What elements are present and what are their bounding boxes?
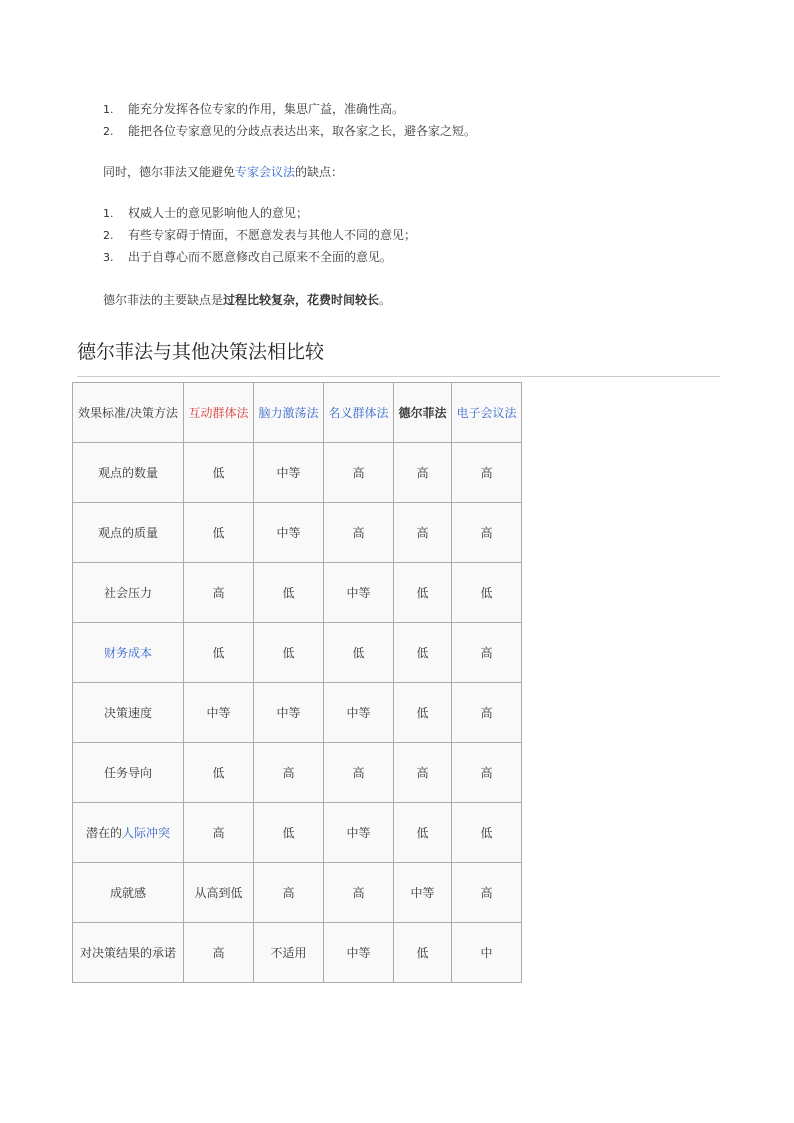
row-label: 成就感: [73, 863, 184, 923]
table-cell: 高: [394, 503, 452, 563]
table-cell: 高: [452, 743, 522, 803]
table-cell: 高: [184, 923, 254, 983]
bold-text: 过程比较复杂，花费时间较长: [223, 293, 380, 307]
table-cell: 高: [324, 863, 394, 923]
table-row: [73, 923, 522, 983]
table-row: [73, 443, 522, 503]
paragraph-avoid-flaws: [103, 161, 343, 183]
row-label: [73, 803, 184, 863]
table-cell: 高: [452, 863, 522, 923]
table-cell: 高: [394, 743, 452, 803]
row-label: 观点的数量: [73, 443, 184, 503]
table-row: [73, 683, 522, 743]
list-item: [103, 202, 416, 224]
table-cell: 高: [254, 863, 324, 923]
table-cell: 低: [394, 683, 452, 743]
list-number: 3.: [103, 251, 114, 264]
list-item-text: 能充分发挥各位专家的作用，集思广益，准确性高。: [128, 102, 405, 116]
list-item: [103, 120, 476, 142]
row-label: 观点的质量: [73, 503, 184, 563]
list-item: [103, 246, 416, 268]
table-cell: 高: [184, 803, 254, 863]
table-cell: 高: [452, 443, 522, 503]
table-cell: 中等: [324, 803, 394, 863]
paragraph-text: 同时，德尔菲法又能避免: [103, 165, 236, 179]
table-row: [73, 623, 522, 683]
table-cell: 高: [324, 443, 394, 503]
list-number: 1.: [103, 103, 114, 116]
table-cell: 低: [452, 803, 522, 863]
table-row: [73, 743, 522, 803]
table-cell: 低: [254, 803, 324, 863]
row-label-prefix: 潜在的: [85, 826, 122, 840]
table-cell: 高: [254, 743, 324, 803]
table-header-link[interactable]: 名义群体法: [324, 383, 394, 443]
list-item: [103, 98, 476, 120]
table-header-link[interactable]: 脑力激荡法: [254, 383, 324, 443]
table-cell: 低: [452, 563, 522, 623]
table-cell: 不适用: [254, 923, 324, 983]
table-cell: 中等: [324, 923, 394, 983]
row-label: 对决策结果的承诺: [73, 923, 184, 983]
table-cell: 低: [394, 923, 452, 983]
row-label: 决策速度: [73, 683, 184, 743]
table-cell: 高: [324, 503, 394, 563]
expert-meeting-link[interactable]: 专家会议法: [235, 165, 296, 179]
row-label: 任务导向: [73, 743, 184, 803]
table-cell: 高: [452, 683, 522, 743]
table-row: [73, 503, 522, 563]
table-cell: 中等: [254, 683, 324, 743]
section-heading: 德尔菲法与其他决策法相比较: [77, 336, 720, 377]
table-row: [73, 563, 522, 623]
table-cell: 低: [254, 563, 324, 623]
advantages-list: [103, 98, 476, 142]
table-cell: 低: [184, 623, 254, 683]
list-item-text: 有些专家碍于情面，不愿意发表与其他人不同的意见；: [128, 228, 417, 242]
table-cell: 低: [184, 503, 254, 563]
table-header-row: [73, 383, 522, 443]
table-cell: 高: [394, 443, 452, 503]
list-item-text: 能把各位专家意见的分歧点表达出来，取各家之长，避各家之短。: [128, 124, 477, 138]
paragraph-text: 。: [379, 293, 392, 307]
table-row: [73, 863, 522, 923]
flaws-list: [103, 202, 416, 268]
list-item-text: 权威人士的意见影响他人的意见；: [128, 206, 309, 220]
table-cell: 中等: [184, 683, 254, 743]
table-cell: 低: [324, 623, 394, 683]
table-cell: 低: [254, 623, 324, 683]
table-row: [73, 803, 522, 863]
comparison-table: [72, 382, 522, 983]
table-cell: 低: [394, 563, 452, 623]
table-cell: 高: [324, 743, 394, 803]
paragraph-text: 的缺点：: [295, 165, 344, 179]
table-cell: 低: [394, 803, 452, 863]
table-cell: 低: [394, 623, 452, 683]
table-cell: 从高到低: [184, 863, 254, 923]
table-cell: 中等: [394, 863, 452, 923]
paragraph-disadvantage: [103, 289, 391, 311]
table-header-cell: 效果标准/决策方法: [73, 383, 184, 443]
table-cell: 低: [184, 443, 254, 503]
table-cell: 中等: [254, 503, 324, 563]
table-cell: 高: [452, 503, 522, 563]
table-cell: 低: [184, 743, 254, 803]
interpersonal-conflict-link[interactable]: 人际冲突: [122, 826, 171, 840]
list-item: [103, 224, 416, 246]
table-cell: 中等: [254, 443, 324, 503]
table-cell: 高: [452, 623, 522, 683]
list-number: 1.: [103, 207, 114, 220]
table-header-link[interactable]: 电子会议法: [452, 383, 522, 443]
list-item-text: 出于自尊心而不愿意修改自己原来不全面的意见。: [128, 250, 393, 264]
list-number: 2.: [103, 229, 114, 242]
table-cell: 高: [184, 563, 254, 623]
list-number: 2.: [103, 125, 114, 138]
table-cell: 中等: [324, 563, 394, 623]
paragraph-text: 德尔菲法的主要缺点是: [103, 293, 224, 307]
table-cell: 中等: [324, 683, 394, 743]
table-header-link[interactable]: 互动群体法: [184, 383, 254, 443]
row-label-link[interactable]: 财务成本: [73, 623, 184, 683]
row-label: 社会压力: [73, 563, 184, 623]
table-header-cell: 德尔菲法: [394, 383, 452, 443]
table-cell: 中: [452, 923, 522, 983]
